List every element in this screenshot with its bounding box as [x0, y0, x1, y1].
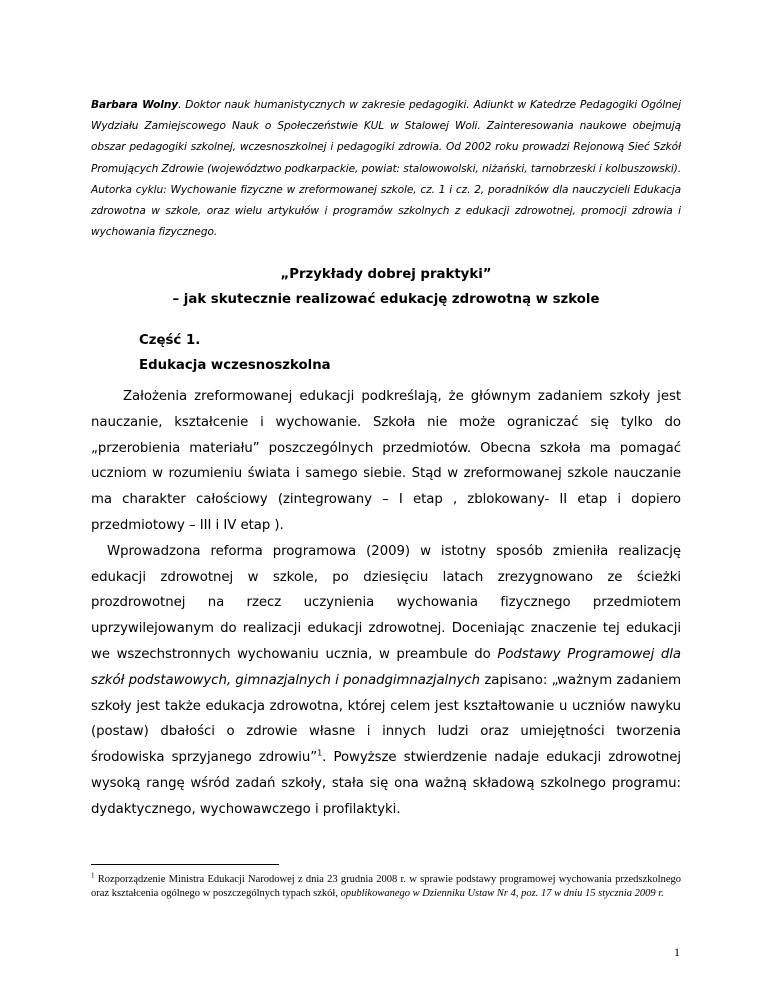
author-bio-text: . Doktor nauk humanistycznych w zakresie pedagogiki. Adiunkt w Katedrze Pedagogiki Ogólnej Wydziału Zamiejscowego Nauk o Społeczeństwie KUL w Stalowej Woli. Zainteresowania naukowe obejmują obszar pedagogiki szkolnej, wczesnoszkolnej i pedagogiki zdrowia. Od 2002 roku prowadzi Rejonową Sieć Szkół Promujących Zdrowie (województwo podkarpackie, powiat: stalowowolski, niżański, tarnobrzeski i kolbuszowski). Autorka cyklu: Wychowanie fizyczne w zreformowanej szkole, cz. 1 i cz. 2, poradników dla nauczycieli Edukacja zdrowotna w szkole, oraz wielu artykułów i programów szkolnych z edukacji zdrowotnej, promocji zdrowia i wychowania fizycznego.: [91, 99, 681, 239]
article-title-line-2: – jak skutecznie realizować edukację zdrowotną w szkole: [172, 292, 600, 307]
part-subtitle: Edukacja wczesnoszkolna: [139, 358, 331, 373]
article-title-line-1: „Przykłady dobrej praktyki”: [280, 267, 492, 282]
article-title: [91, 262, 681, 312]
paragraph-2: [91, 539, 681, 823]
paragraph-2-text-b: zapisano: „ważnym zadaniem szkoły jest także edukacja zdrowotna, której celem jest kształtowanie u uczniów nawyku (postaw) dbałości o zdrowie własne i innych ludzi oraz umiejętności tworzenia środowiska sprzyjanego zdrowiu”: [91, 672, 681, 766]
paragraph-2-italic-title: Podstawy Programowej dla szkół podstawowych, gimnazjalnych i ponadgimnazjalnych: [91, 646, 681, 688]
footnote-text: Rozporządzenie Ministra Edukacji Narodowej z dnia 23 grudnia 2008 r. w sprawie podstawy programowej wychowania przedszkolnego oraz kształcenia ogólnego w poszczególnych typach szkół,: [91, 874, 681, 899]
paragraph-1: Założenia zreformowanej edukacji podkreślają, że głównym zadaniem szkoły jest nauczanie, kształcenie i wychowanie. Szkoła nie może ograniczać się tylko do „przerobienia materiału” poszczególnych przedmiotów. Obecna szkoła ma pomagać uczniom w rozumieniu świata i samego siebie. Stąd w zreformowanej szkole nauczanie ma charakter całościowy (zintegrowany – I etap , zblokowany- II etap i dopiero przedmiotowy – III i IV etap ).: [91, 389, 681, 533]
part-heading: [139, 328, 639, 378]
footnote-marker: 1: [91, 871, 95, 880]
footnote-divider: [91, 864, 279, 865]
page-number: 1: [674, 945, 680, 959]
author-bio: [91, 95, 681, 243]
footnote-italic-text: opublikowanego w Dzienniku Ustaw Nr 4, poz. 17 w dniu 15 stycznia 2009 r.: [340, 888, 664, 899]
author-name: Barbara Wolny: [91, 99, 179, 111]
footnote: [91, 873, 681, 901]
part-label: Część 1.: [139, 333, 201, 348]
paragraph-2-text-a: Wprowadzona reforma programowa (2009) w istotny sposób zmieniła realizację edukacji zdrowotnej w szkole, po dziesięciu latach zrezygnowano ze ścieżki prozdrowotnej na rzecz uczynienia wychowania fizycznego przedmiotem uprzywilejowanym do realizacji edukacji zdrowotnej. Doceniając znaczenie tej edukacji we wszechstronnych wychowaniu ucznia, w preambule do: [91, 543, 681, 662]
body-text: [91, 384, 681, 823]
paragraph-2-text-c: . Powyższe stwierdzenie nadaje edukacji zdrowotnej wysoką rangę wśród zadań szkoły, stała się ona ważną składową szkolnego programu: dydaktycznego, wychowawczego i profilaktyki.: [91, 750, 681, 817]
footnote-reference[interactable]: 1: [317, 748, 323, 758]
